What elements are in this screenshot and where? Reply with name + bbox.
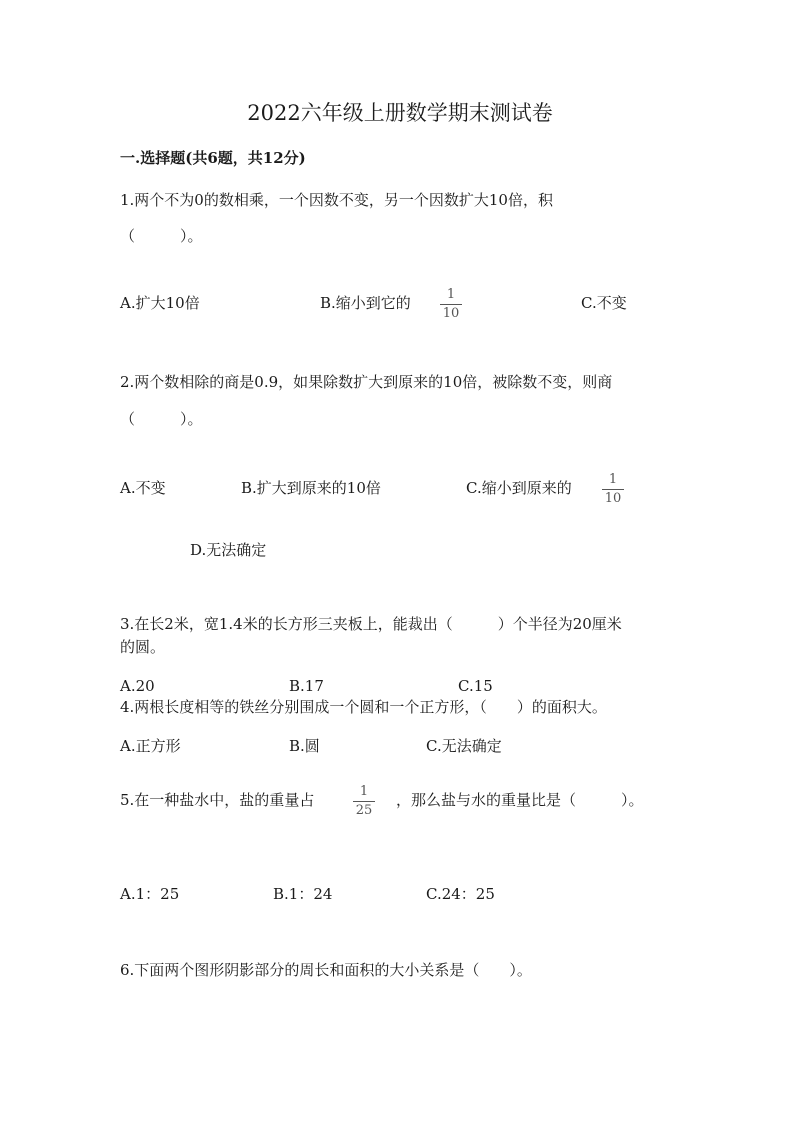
page-title: 2022六年级上册数学期末测试卷 bbox=[247, 101, 553, 125]
question-5-text-cont: ，那么盐与水的重量比是（ ）。 bbox=[396, 791, 644, 809]
section-heading: 一.选择题(共6题，共12分) bbox=[120, 149, 306, 167]
fraction-numerator: 1 bbox=[608, 472, 618, 487]
question-1-option-b: B.缩小到它的 bbox=[320, 294, 411, 312]
question-2-option-a: A.不变 bbox=[120, 479, 166, 497]
question-2-text: 2.两个数相除的商是0.9，如果除数扩大到原来的10倍，被除数不变，则商 bbox=[120, 373, 613, 391]
fraction-bar bbox=[440, 304, 462, 305]
question-3-option-c: C.15 bbox=[458, 677, 493, 695]
question-2-option-d: D.无法确定 bbox=[190, 541, 267, 559]
question-1-text: 1.两个不为0的数相乘，一个因数不变，另一个因数扩大10倍，积 bbox=[120, 191, 553, 209]
question-5-option-c: C.24：25 bbox=[426, 885, 495, 903]
question-5-fraction bbox=[350, 785, 378, 818]
question-5-option-b: B.1：24 bbox=[273, 885, 333, 903]
question-5-text: 5.在一种盐水中，盐的重量占 bbox=[120, 791, 315, 809]
question-1-option-b-fraction bbox=[437, 288, 465, 321]
question-2-option-b: B.扩大到原来的10倍 bbox=[241, 479, 381, 497]
question-1-option-c: C.不变 bbox=[581, 294, 627, 312]
fraction-denominator: 10 bbox=[604, 491, 622, 506]
question-4-option-b: B.圆 bbox=[289, 737, 320, 755]
fraction-bar bbox=[353, 801, 375, 802]
question-1-blank: （ ）。 bbox=[120, 227, 203, 245]
question-6-text: 6.下面两个图形阴影部分的周长和面积的大小关系是（ ）。 bbox=[120, 961, 532, 979]
question-2-blank: （ ）。 bbox=[120, 410, 203, 428]
fraction-bar bbox=[602, 489, 624, 490]
fraction-denominator: 25 bbox=[355, 803, 373, 818]
question-5-option-a: A.1：25 bbox=[120, 885, 180, 903]
question-3-option-a: A.20 bbox=[120, 677, 155, 695]
question-4-text: 4.两根长度相等的铁丝分别围成一个圆和一个正方形，（ ）的面积大。 bbox=[120, 698, 607, 716]
fraction-denominator: 10 bbox=[442, 306, 460, 321]
question-4-option-a: A.正方形 bbox=[120, 737, 181, 755]
question-1-option-a: A.扩大10倍 bbox=[120, 294, 200, 312]
question-3-text-cont: 的圆。 bbox=[120, 638, 166, 656]
question-2-option-c-fraction bbox=[599, 473, 627, 506]
question-4-option-c: C.无法确定 bbox=[426, 737, 502, 755]
question-3-option-b: B.17 bbox=[289, 677, 324, 695]
fraction-numerator: 1 bbox=[359, 784, 369, 799]
question-2-option-c: C.缩小到原来的 bbox=[466, 479, 572, 497]
fraction-numerator: 1 bbox=[446, 287, 456, 302]
question-3-text: 3.在长2米，宽1.4米的长方形三夹板上，能裁出（ ）个半径为20厘米 bbox=[120, 615, 622, 633]
